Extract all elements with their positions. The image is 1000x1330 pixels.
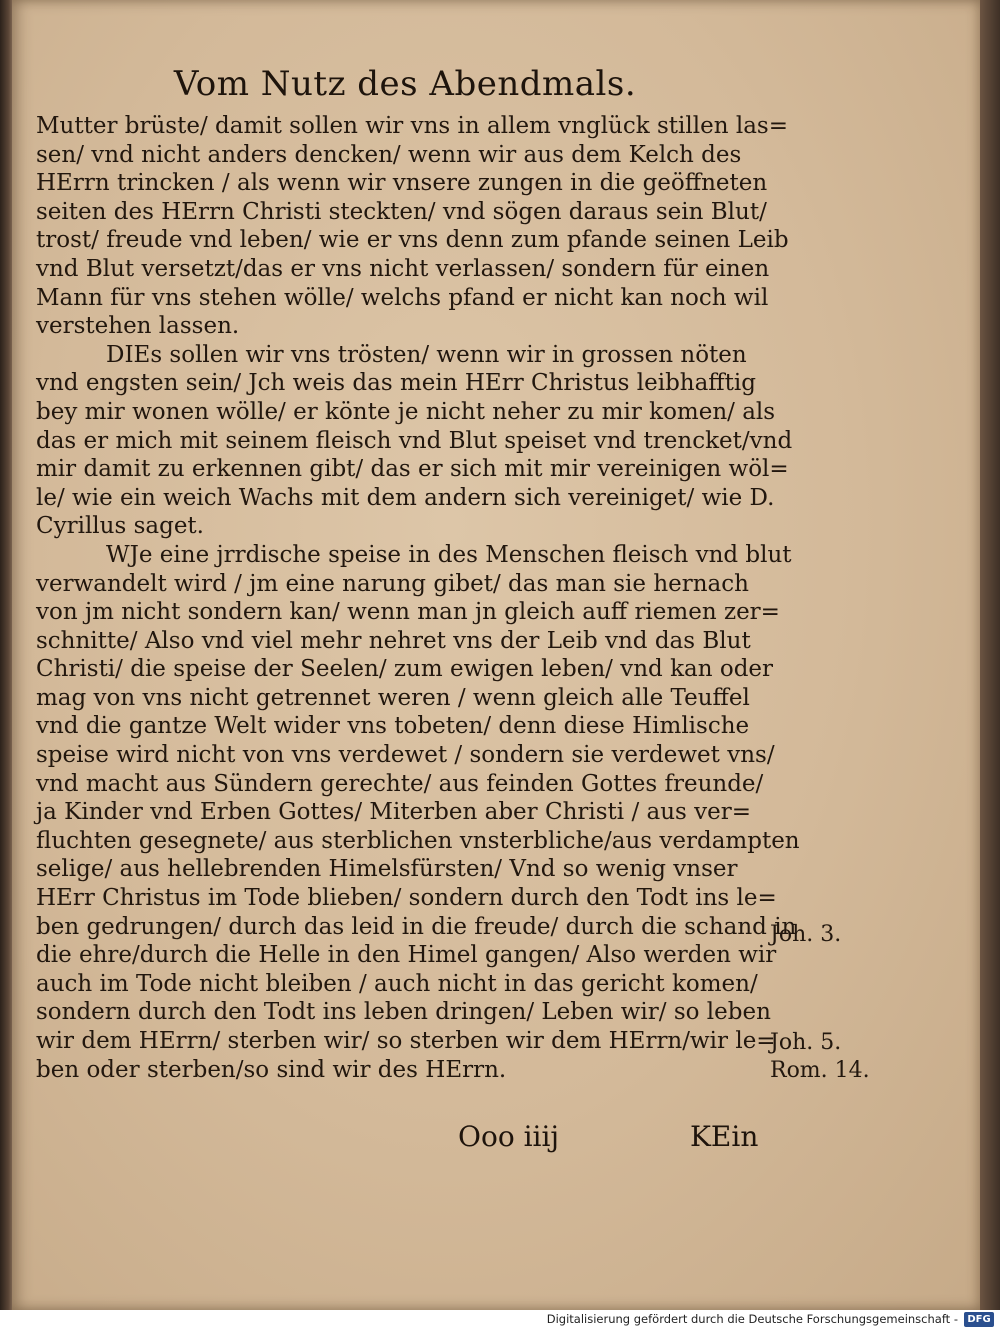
text-line: verstehen lassen. [36,313,240,340]
text-line: sen/ vnd nicht anders dencken/ wenn wir aus dem Kelch des [36,141,742,168]
text-line: vnd engsten sein/ Jch weis das mein HErr Christus leibhafftig [36,370,756,397]
text-line: selige/ aus hellebrenden Himelsfürsten/ Vnd so wenig vnser [36,856,738,883]
text-line: Christi/ die speise der Seelen/ zum ewigen leben/ vnd kan oder [36,656,774,683]
text-line: wir dem HErrn/ sterben wir/ so sterben wir dem HErrn/wir le= [36,1028,776,1054]
text-line: ben oder sterben/so sind wir des HErrn. [36,1056,507,1083]
text-line: vnd Blut versetzt/das er vns nicht verlassen/ sondern für einen [36,255,770,282]
dfg-logo: DFG [964,1312,994,1327]
text-line: mag von vns nicht getrennet weren / wenn gleich alle Teuffel [36,684,750,711]
text-line: HErrn trincken / als wenn wir vnsere zungen in die geöffneten [36,170,768,197]
page-edge [980,0,1000,1310]
text-line: Mutter brüste/ damit sollen wir vns in allem vnglück stillen las= [36,113,788,139]
text-line: Mann für vns stehen wölle/ welchs pfand er nicht kan noch wil [36,284,769,311]
text-line: HErr Christus im Tode blieben/ sondern durch den Todt ins le= [36,885,777,912]
text-line: verwandelt wird / jm eine narung gibet/ das man sie hernach [36,570,749,597]
text-line: das er mich mit seinem fleisch vnd Blut speiset vnd trencket/vnd [36,427,793,454]
marginal-note-joh3: Joh. 3. [770,922,842,947]
paragraph-start-line: DIEs sollen wir vns trösten/ wenn wir in grossen nöten [106,341,747,368]
text-line: le/ wie ein weich Wachs mit dem andern sich vereiniget/ wie D. [36,484,775,511]
text-line: sondern durch den Todt ins leben dringen/ Leben wir/ so leben [36,999,771,1026]
text-line: schnitte/ Also vnd viel mehr nehret vns der Leib vnd das Blut [36,627,751,654]
marginal-note-joh5: Joh. 5. [770,1030,842,1055]
text-line: die ehre/durch die Helle in den Himel gangen/ Also werden wir [36,942,777,969]
paragraph-start-line: WJe eine jrrdische speise in des Menschen fleisch vnd blut [106,541,792,568]
credit-bar [0,1310,1000,1330]
text-line: bey mir wonen wölle/ er könte je nicht neher zu mir komen/ als [36,398,776,425]
text-line: trost/ freude vnd leben/ wie er vns denn zum pfande seinen Leib [36,227,789,254]
running-header: Vom Nutz des Abendmals. [173,64,637,104]
text-line: auch im Tode nicht bleiben / auch nicht in das gericht komen/ [36,970,758,997]
text-line: vnd macht aus Sündern gerechte/ aus feinden Gottes freunde/ [36,770,764,797]
text-line: von jm nicht sondern kan/ wenn man jn gleich auff riemen zer= [36,599,780,626]
text-line: vnd die gantze Welt wider vns tobeten/ denn diese Himlische [36,713,750,740]
text-line: seiten des HErrn Christi steckten/ vnd sögen daraus sein Blut/ [36,198,767,225]
text-line: fluchten gesegnete/ aus sterblichen vnsterbliche/aus verdampten [36,827,800,854]
page-body-text [36,112,800,1084]
text-line: speise wird nicht von vns verdewet / sondern sie verdewet vns/ [36,742,775,769]
text-line: mir damit zu erkennen gibt/ das er sich mit mir vereinigen wöl= [36,456,789,483]
marginal-note-rom14: Rom. 14. [770,1058,870,1083]
credit-text: Digitalisierung gefördert durch die Deutsche Forschungsgemeinschaft - [546,1312,958,1326]
signature-mark: Ooo iiij [458,1120,560,1153]
catchword: KEin [690,1120,759,1153]
text-line: ben gedrungen/ durch das leid in die freude/ durch die schand in [36,913,797,940]
text-line: Cyrillus saget. [36,513,204,540]
text-line: ja Kinder vnd Erben Gottes/ Miterben aber Christi / aus ver= [36,799,752,826]
